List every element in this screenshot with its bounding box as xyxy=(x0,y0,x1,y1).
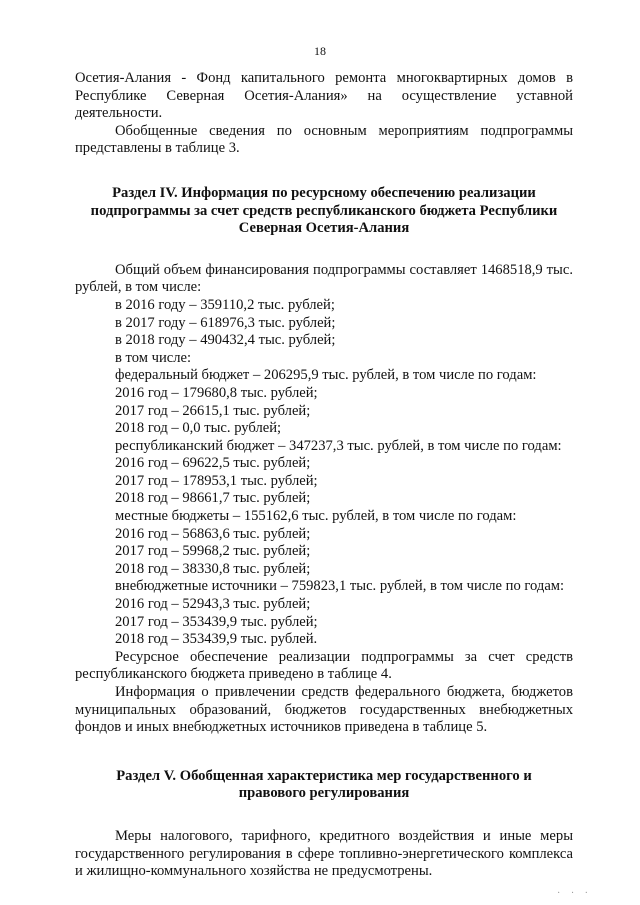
list-item: 2017 год – 59968,2 тыс. рублей; xyxy=(115,543,311,560)
heading-line: Северная Осетия-Алания xyxy=(238,220,410,237)
list-item: 2017 год – 26615,1 тыс. рублей; xyxy=(115,402,311,419)
list-item: республиканский бюджет – 347237,3 тыс. рублей, в том числе по годам: xyxy=(115,437,562,454)
list-item: 2018 год – 353439,9 тыс. рублей. xyxy=(115,631,318,648)
heading-line: Раздел V. Обобщенная характеристика мер государственного и xyxy=(116,767,532,784)
heading-line: Раздел IV. Информация по ресурсному обеспечению реализации xyxy=(112,184,536,201)
list-item: в 2016 году – 359110,2 тыс. рублей; xyxy=(115,296,335,313)
text-line: фондов и иных внебюджетных источников приведена в таблице 5. xyxy=(75,719,488,736)
list-item: 2016 год – 52943,3 тыс. рублей; xyxy=(115,596,311,613)
page-number: 18 xyxy=(314,44,326,58)
text-line: представлены в таблице 3. xyxy=(75,140,240,157)
intro-paragraph-2 xyxy=(75,123,573,158)
text-line: муниципальных образований, бюджетов государственных внебюджетных xyxy=(75,701,573,718)
page-content xyxy=(75,70,573,881)
text-line: республиканского бюджета приведено в таблице 4. xyxy=(75,666,392,683)
text-line: и жилищно-коммунального хозяйства не предусмотрены. xyxy=(75,863,433,880)
list-item: в 2017 году – 618976,3 тыс. рублей; xyxy=(115,314,336,331)
list-item: 2018 год – 38330,8 тыс. рублей; xyxy=(115,560,311,577)
heading-line: подпрограммы за счет средств республиканского бюджета Республики xyxy=(90,202,558,219)
section-4-heading xyxy=(75,185,573,238)
funds-attraction-paragraph xyxy=(75,684,573,737)
list-item: в том числе: xyxy=(115,349,192,366)
list-item: 2016 год – 69622,5 тыс. рублей; xyxy=(115,455,311,472)
text-line: Меры налогового, тарифного, кредитного воздействия и иные меры xyxy=(115,827,573,844)
text-line: деятельности. xyxy=(75,105,163,122)
list-item: 2018 год – 0,0 тыс. рублей; xyxy=(115,420,282,437)
text-line: Обобщенные сведения по основным мероприятиям подпрограммы xyxy=(115,122,573,139)
resource-provision-paragraph xyxy=(75,649,573,684)
text-line: Общий объем финансирования подпрограммы составляет 1468518,9 тыс. xyxy=(115,261,573,278)
funding-breakdown-list xyxy=(75,297,573,649)
list-item: внебюджетные источники – 759823,1 тыс. рублей, в том числе по годам: xyxy=(115,578,565,595)
list-item: 2016 год – 179680,8 тыс. рублей; xyxy=(115,384,318,401)
text-line: Информация о привлечении средств федерального бюджета, бюджетов xyxy=(115,684,573,700)
text-line: Ресурсное обеспечение реализации подпрограммы за счет средств xyxy=(115,648,573,665)
text-line: рублей, в том числе: xyxy=(75,279,202,296)
heading-line: правового регулирования xyxy=(238,785,410,802)
regulation-paragraph xyxy=(75,828,573,881)
intro-paragraph xyxy=(75,70,573,123)
text-line: Республике Северная Осетия-Алания» на осуществление уставной xyxy=(75,87,573,104)
list-item: 2016 год – 56863,6 тыс. рублей; xyxy=(115,525,311,542)
total-funding-paragraph xyxy=(75,262,573,297)
scan-artifact-dots: · · · xyxy=(557,888,592,899)
list-item: 2018 год – 98661,7 тыс. рублей; xyxy=(115,490,311,507)
section-5-heading xyxy=(75,768,573,803)
text-line: Осетия-Алания - Фонд капитального ремонта многоквартирных домов в xyxy=(75,70,573,86)
text-line: государственного регулирования в сфере топливно-энергетического комплекса xyxy=(75,845,573,862)
list-item: федеральный бюджет – 206295,9 тыс. рублей, в том числе по годам: xyxy=(115,367,537,384)
list-item: в 2018 году – 490432,4 тыс. рублей; xyxy=(115,332,336,349)
list-item: местные бюджеты – 155162,6 тыс. рублей, в том числе по годам: xyxy=(115,508,517,525)
list-item: 2017 год – 353439,9 тыс. рублей; xyxy=(115,613,318,630)
list-item: 2017 год – 178953,1 тыс. рублей; xyxy=(115,472,318,489)
